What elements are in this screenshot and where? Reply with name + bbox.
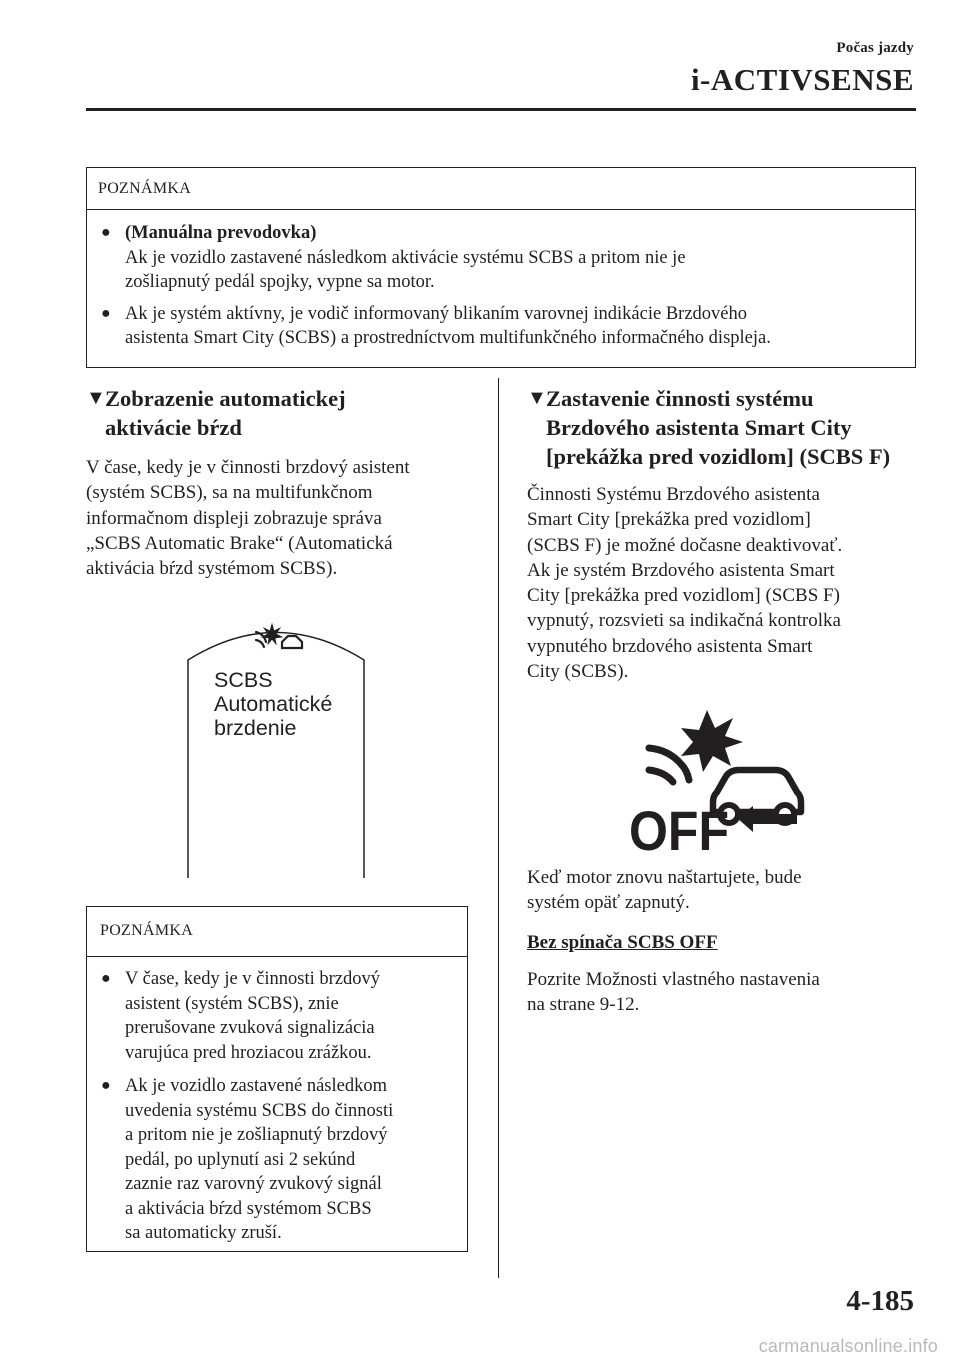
note-title: POZNÁMKA: [87, 168, 915, 210]
right-heading: ▼ Zastavenie činnosti systému Brzdového asistenta Smart City [prekážka pred vozidlom] (SCBS F): [527, 386, 891, 469]
note-item: [99, 221, 903, 295]
note-item: [99, 302, 903, 351]
chapter-title: Počas jazdy: [836, 40, 914, 56]
section-title: i-ACTIVSENSE: [690, 62, 914, 97]
note-line: zošliapnutý pedál spojky, vypne sa motor.: [125, 272, 435, 292]
note-title: POZNÁMKA: [87, 907, 467, 957]
note-box-top: [86, 167, 916, 368]
note-line: Ak je systém aktívny, je vodič informovaný blikaním varovnej indikácie Brzdového: [125, 303, 747, 324]
note-item-bold: (Manuálna prevodovka): [125, 223, 317, 243]
note-item: ● V čase, kedy je v činnosti brzdový asistent (systém SCBS), znie prerušovane zvuková signalizácia varujúca pred hroziacou zrážkou.: [101, 969, 380, 1063]
left-heading: ▼ Zobrazenie automatickej aktivácie bŕzd: [86, 386, 346, 440]
triangle-icon: ▼: [86, 387, 106, 409]
watermark: carmanualsonline.info: [758, 1336, 938, 1356]
scbs-off-switch-link[interactable]: Bez spínača SCBS OFF: [527, 932, 718, 953]
display-outline: [186, 620, 366, 880]
note-box-left: [86, 906, 468, 1252]
bullet-icon: ●: [101, 224, 111, 241]
bullet-icon: ●: [101, 970, 111, 987]
page-number: 4-185: [846, 1285, 914, 1317]
header-rule: [86, 108, 916, 111]
bullet-icon: ●: [101, 1077, 111, 1094]
right-paragraph-1: Činnosti Systému Brzdového asistenta Smart City [prekážka pred vozidlom] (SCBS F) je možné dočasne deaktivovať. Ak je systém Brzdového asistenta Smart City [prekážka pred vozidlom] (SCBS F) vypnutý, rozsvieti sa indikačná kontrolka vypnutého brzdového asistenta Smart City (SCBS).: [527, 484, 843, 683]
triangle-icon: ▼: [527, 387, 547, 409]
note-line: asistenta Smart City (SCBS) a prostredníctvom multifunkčného informačného displeja.: [125, 328, 771, 348]
right-paragraph-3: Pozrite Možnosti vlastného nastavenia na strane 9-12.: [527, 969, 820, 1016]
left-paragraph: V čase, kedy je v činnosti brzdový asistent (systém SCBS), sa na multifunkčnom informačnom displeji zobrazuje správa „SCBS Automatic Brake“ (Automatická aktivácia bŕzd systémom SCBS).: [86, 457, 410, 580]
note-item: ● Ak je vozidlo zastavené následkom uvedenia systému SCBS do činnosti a pritom nie je zošliapnutý brzdový pedál, po uplynutí asi 2 sekúnd zaznie raz varovný zvukový signál a aktivácia bŕzd systémom SCBS sa automaticky zruší.: [101, 1076, 394, 1243]
bullet-icon: ●: [101, 304, 111, 322]
multi-information-display: [186, 620, 366, 880]
scbs-off-indicator-icon: [625, 708, 805, 853]
display-message: SCBS Automatické brzdenie: [214, 668, 333, 740]
scbs-warning-icon: [256, 624, 302, 648]
right-paragraph-2: Keď motor znovu naštartujete, bude systém opäť zapnutý.: [527, 867, 802, 914]
note-line: Ak je vozidlo zastavené následkom aktivácie systému SCBS a pritom nie je: [125, 247, 686, 268]
off-text: OFF: [629, 799, 729, 853]
column-divider: [498, 378, 499, 1278]
